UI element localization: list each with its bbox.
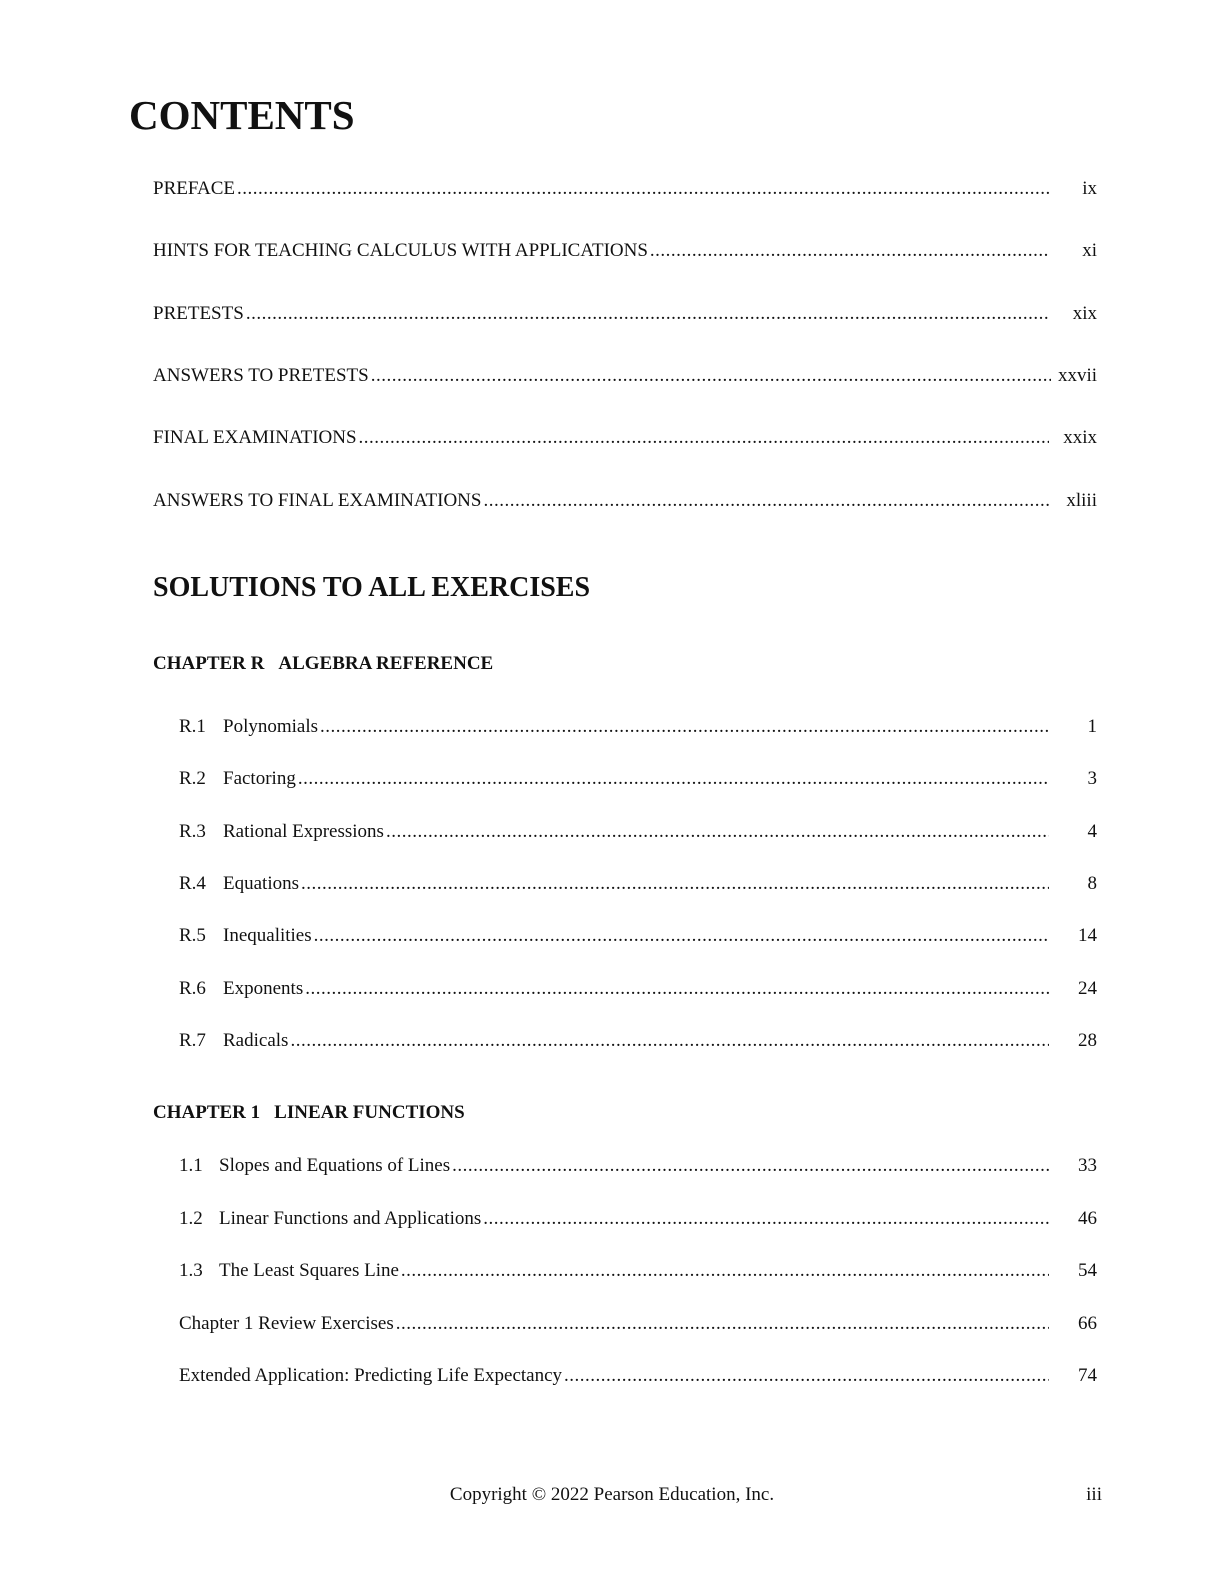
toc-page-number: xxix [1063,427,1097,448]
toc-page-number: 14 [1078,925,1097,946]
dot-leader [386,818,1049,846]
chapter-heading-r [153,650,493,678]
toc-entry-text [179,1152,450,1180]
dot-leader [483,1205,1049,1233]
toc-entry-text: FINAL EXAMINATIONS [153,427,357,448]
toc-entry-text: Chapter 1 Review Exercises [179,1313,394,1334]
toc-entry-1-2[interactable] [179,1205,1097,1233]
toc-page-number: ix [1082,178,1097,199]
toc-entry-text [179,1257,399,1285]
chapter-label: CHAPTER R [153,653,265,674]
dot-leader [320,713,1049,741]
toc-entry-1-3[interactable] [179,1257,1097,1285]
toc-entry-final-examinations[interactable] [153,424,1097,452]
toc-page-number: xi [1082,240,1097,261]
toc-page-number: 3 [1087,768,1097,789]
toc-entry-answers-to-final-examinations[interactable] [153,487,1097,515]
dot-leader [452,1152,1049,1180]
dot-leader [371,362,1051,390]
toc-entry-text [179,818,384,846]
toc-entry-r-1[interactable] [179,713,1097,741]
toc-page-number: 66 [1078,1313,1097,1334]
toc-entry-text [179,765,296,793]
toc-entry-r-5[interactable] [179,922,1097,950]
toc-page-number: 24 [1078,978,1097,999]
section-title: Radicals [223,1030,289,1051]
footer-copyright: Copyright © 2022 Pearson Education, Inc. [449,1484,775,1505]
dot-leader [564,1362,1049,1390]
dot-leader [237,175,1049,203]
section-title: Factoring [223,768,296,789]
toc-entry-r-6[interactable] [179,975,1097,1003]
dot-leader [314,922,1049,950]
toc-entry-text [179,870,299,898]
chapter-heading-1 [153,1099,465,1127]
dot-leader [483,487,1049,515]
toc-entry-text [179,713,318,741]
dot-leader [396,1310,1049,1338]
section-number: R.4 [179,873,206,894]
toc-entry-r-7[interactable] [179,1027,1097,1055]
chapter-label: CHAPTER 1 [153,1102,261,1123]
section-number: R.1 [179,716,206,737]
section-number: R.5 [179,925,206,946]
toc-entry-text: PREFACE [153,178,236,199]
dot-leader [359,424,1049,452]
toc-page-number: 74 [1078,1365,1097,1386]
toc-page-number: 46 [1078,1208,1097,1229]
toc-entry-text [179,1205,481,1233]
dot-leader [298,765,1049,793]
section-title: Polynomials [223,716,319,737]
toc-entry-pretests[interactable] [153,300,1097,328]
toc-entry-r-3[interactable] [179,818,1097,846]
toc-page-number: 4 [1087,821,1097,842]
dot-leader [401,1257,1049,1285]
section-title: Slopes and Equations of Lines [219,1155,451,1176]
toc-entry-1-1[interactable] [179,1152,1097,1180]
toc-page-number: 54 [1078,1260,1097,1281]
toc-page-number: 8 [1087,873,1097,894]
toc-entry-chapter-1-review[interactable] [179,1310,1097,1338]
dot-leader [301,870,1049,898]
dot-leader [290,1027,1049,1055]
section-title: Rational Expressions [223,821,384,842]
section-number: R.7 [179,1030,206,1051]
toc-page-number: xix [1072,303,1097,324]
section-number: 1.2 [179,1208,203,1229]
toc-entry-text: ANSWERS TO FINAL EXAMINATIONS [153,490,482,511]
toc-page-number: 28 [1078,1030,1097,1051]
toc-entry-text [179,922,312,950]
toc-entry-preface[interactable] [153,175,1097,203]
toc-entry-text: Extended Application: Predicting Life Expectancy [179,1365,563,1386]
section-title: The Least Squares Line [219,1260,399,1281]
section-title: Equations [223,873,299,894]
section-title: Exponents [223,978,304,999]
chapter-title: ALGEBRA REFERENCE [278,653,494,674]
toc-page-number: xxvii [1057,365,1097,386]
chapter-title: LINEAR FUNCTIONS [274,1102,465,1123]
footer-page-number: iii [1086,1484,1102,1505]
dot-leader [246,300,1049,328]
dot-leader [305,975,1049,1003]
toc-entry-answers-to-pretests[interactable] [153,362,1097,390]
section-number: R.6 [179,978,206,999]
toc-entry-r-4[interactable] [179,870,1097,898]
toc-page-number: xliii [1066,490,1097,511]
toc-page-number: 33 [1078,1155,1097,1176]
toc-entry-r-2[interactable] [179,765,1097,793]
section-title: Linear Functions and Applications [219,1208,482,1229]
section-number: R.2 [179,768,206,789]
page-title: CONTENTS [129,92,355,138]
toc-entry-text: HINTS FOR TEACHING CALCULUS WITH APPLICATIONS [153,240,648,261]
dot-leader [650,237,1049,265]
section-heading: SOLUTIONS TO ALL EXERCISES [153,572,591,603]
section-number: R.3 [179,821,206,842]
toc-entry-hints[interactable] [153,237,1097,265]
toc-entry-text [179,1027,288,1055]
toc-entry-text: PRETESTS [153,303,244,324]
toc-entry-text: ANSWERS TO PRETESTS [153,365,369,386]
section-number: 1.3 [179,1260,203,1281]
toc-page-number: 1 [1087,716,1097,737]
toc-entry-text [179,975,303,1003]
section-title: Inequalities [223,925,312,946]
section-number: 1.1 [179,1155,203,1176]
toc-entry-extended-application[interactable] [179,1362,1097,1390]
